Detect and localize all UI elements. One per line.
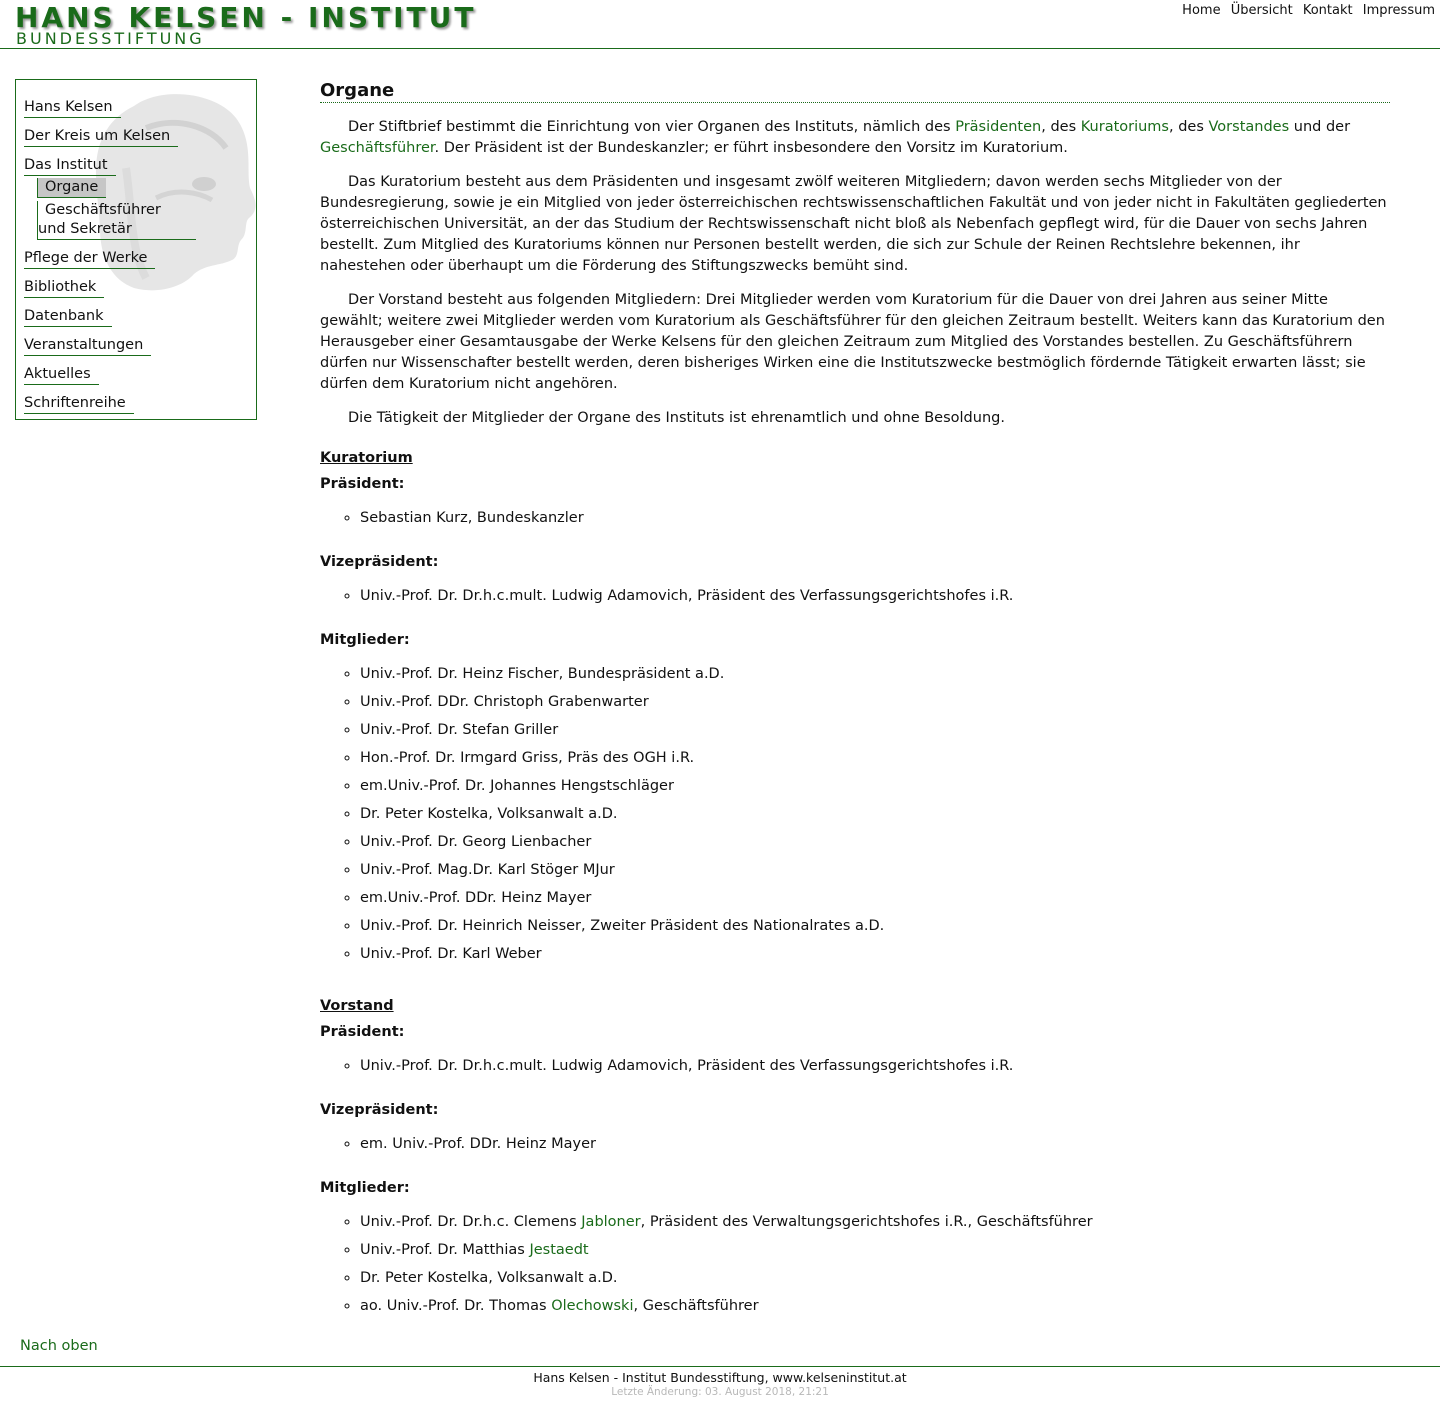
site-logo-title[interactable]: HANS KELSEN - INSTITUT: [15, 1, 477, 34]
site-logo-subtitle: BUNDESSTIFTUNG: [16, 29, 205, 48]
list-item: [360, 1208, 1390, 1236]
kuratoriums-link[interactable]: Kuratoriums: [1080, 119, 1169, 135]
vorstand-members-list: [320, 1208, 1390, 1320]
list-item: ◦ Univ.-Prof. Dr. Karl Weber: [360, 940, 1390, 968]
jabloner-link[interactable]: Jabloner: [581, 1214, 641, 1230]
vorstand-president-label: Präsident:: [320, 1024, 405, 1040]
vorstand-president-list: [320, 1052, 1390, 1080]
nav-imprint-link[interactable]: Impressum: [1362, 3, 1435, 18]
kuratorium-vice-list: [320, 582, 1390, 610]
member-text: ao. Univ.-Prof. Dr. Thomas: [360, 1298, 552, 1314]
kuratorium-president-list: [320, 504, 1390, 532]
page-title: Organe: [320, 80, 1390, 103]
kuratorium-heading: Kuratorium: [320, 450, 413, 466]
vorstand-vice-list: [320, 1130, 1390, 1158]
olechowski-link[interactable]: Olechowski: [551, 1298, 634, 1314]
top-navigation: [1176, 3, 1435, 18]
intro-text-5: . Der Präsident ist der Bundeskanzler; er führt insbesondere den Vorsitz im Kuratorium.: [434, 140, 1068, 156]
sidebar: [15, 79, 257, 420]
nav-contact-link[interactable]: Kontakt: [1302, 3, 1353, 18]
list-item: ◦ Univ.-Prof. Dr. Dr.h.c.mult. Ludwig Adamovich, Präsident des Verfassungsgerichtshofes i.R.: [360, 1052, 1390, 1080]
sidebar-item-bibliothek[interactable]: Bibliothek: [24, 278, 104, 298]
kuratorium-paragraph: Das Kuratorium besteht aus dem Präsidenten und insgesamt zwölf weiteren Mitgliedern; davon werden sechs Mitglieder von der Bundesregierung, sowie je ein Mitglied von jeder österreichischen rechtswissenschaftlichen Fakultät und von jeder nicht in Fakultäten gegliederten österreichischen Universität, an der das Studium der Rechtswissenschaft nicht bloß als Nebenfach gepflegt wird, für die Dauer von sechs Jahren bestellt. Zum Mitglied des Kuratoriums können nur Personen bestellt werden, die sich zur Schule der Reinen Rechtslehre bekennen, ihr nahestehen oder überhaupt um die Förderung des Stiftungszwecks bemüht sind.: [320, 174, 1387, 274]
list-item: ◦ Univ.-Prof. DDr. Christoph Grabenwarter: [360, 688, 1390, 716]
member-text: Univ.-Prof. Dr. Dr.h.c. Clemens: [360, 1214, 582, 1230]
main-content: [320, 80, 1390, 1342]
nav-home-link[interactable]: Home: [1182, 3, 1221, 18]
list-item: ◦ Dr. Peter Kostelka, Volksanwalt a.D.: [360, 800, 1390, 828]
list-item: ◦ Univ.-Prof. Dr. Heinz Fischer, Bundespräsident a.D.: [360, 660, 1390, 688]
sidebar-item-hans-kelsen[interactable]: Hans Kelsen: [24, 98, 121, 118]
vorstand-paragraph: Der Vorstand besteht aus folgenden Mitgliedern: Drei Mitglieder werden vom Kuratorium für die Dauer von drei Jahren aus seiner Mitte gewählt; weitere zwei Mitglieder werden vom Kuratorium als Geschäftsführer für den gleichen Zeitraum bestellt. Weiters kann das Kuratorium den Herausgeber einer Gesamtausgabe der Werke Kelsens für den gleichen Zeitraum zum Mitglied des Vorstandes bestellen. Zu Geschäftsführern dürfen nur Wissenschafter bestellt werden, deren bisheriges Wirken eine die Institutszwecke bestmöglich fördernde Tätigkeit erwarten lässt; sie dürfen dem Kuratorium nicht angehören.: [320, 292, 1385, 392]
sidebar-item-schriftenreihe[interactable]: Schriftenreihe: [24, 394, 134, 414]
list-item: ◦ Hon.-Prof. Dr. Irmgard Griss, Präs des OGH i.R.: [360, 744, 1390, 772]
kuratorium-members-label: Mitglieder:: [320, 632, 410, 648]
member-text: Univ.-Prof. Dr. Matthias: [360, 1242, 530, 1258]
list-item: ◦ Univ.-Prof. Dr. Stefan Griller: [360, 716, 1390, 744]
list-item: ◦ Univ.-Prof. Dr. Georg Lienbacher: [360, 828, 1390, 856]
kuratorium-president-label: Präsident:: [320, 476, 405, 492]
taetigkeit-paragraph: Die Tätigkeit der Mitglieder der Organe des Instituts ist ehrenamtlich und ohne Besoldung.: [348, 410, 1005, 426]
sidebar-item-datenbank[interactable]: Datenbank: [24, 307, 112, 327]
footer-last-updated: Letzte Änderung: 03. August 2018, 21:21: [611, 1386, 829, 1398]
vorstand-heading: Vorstand: [320, 998, 394, 1014]
list-item: ◦ Sebastian Kurz, Bundeskanzler: [360, 504, 1390, 532]
list-item: ◦ Univ.-Prof. Dr. Dr.h.c.mult. Ludwig Adamovich, Präsident des Verfassungsgerichtshofes i.R.: [360, 582, 1390, 610]
list-item: ◦ em.Univ.-Prof. Dr. Johannes Hengstschläger: [360, 772, 1390, 800]
praesidenten-link[interactable]: Präsidenten: [955, 119, 1042, 135]
member-text: , Geschäftsführer: [633, 1298, 759, 1314]
intro-text-4: und der: [1289, 119, 1351, 135]
geschaeftsfuehrer-link[interactable]: Geschäftsführer: [320, 140, 435, 156]
intro-paragraph: [320, 117, 1390, 159]
intro-text-1: Der Stiftbrief bestimmt die Einrichtung von vier Organen des Instituts, nämlich des: [348, 119, 956, 135]
sidebar-submenu-institut: [37, 178, 249, 240]
sidebar-menu: [24, 98, 249, 420]
intro-text-3: , des: [1169, 119, 1209, 135]
list-item: [360, 1264, 1390, 1292]
member-text: Dr. Peter Kostelka, Volksanwalt a.D.: [360, 1270, 618, 1286]
kuratorium-members-list: [320, 660, 1390, 968]
sidebar-item-kreis-um-kelsen[interactable]: Der Kreis um Kelsen: [24, 127, 178, 147]
list-item: ◦ em.Univ.-Prof. DDr. Heinz Mayer: [360, 884, 1390, 912]
jestaedt-link[interactable]: Jestaedt: [529, 1242, 589, 1258]
sidebar-subitem-organe[interactable]: Organe: [37, 178, 106, 198]
sidebar-subitem-geschaeftsfuehrer[interactable]: Geschäftsführer und Sekretär: [37, 201, 196, 240]
list-item: ◦ em. Univ.-Prof. DDr. Heinz Mayer: [360, 1130, 1390, 1158]
nav-overview-link[interactable]: Übersicht: [1230, 3, 1293, 18]
vorstandes-link[interactable]: Vorstandes: [1208, 119, 1290, 135]
member-text: , Präsident des Verwaltungsgerichtshofes i.R., Geschäftsführer: [640, 1214, 1093, 1230]
sidebar-item-das-institut[interactable]: Das Institut: [24, 156, 116, 176]
list-item: [360, 1236, 1390, 1264]
sidebar-item-pflege-der-werke[interactable]: Pflege der Werke: [24, 249, 155, 269]
list-item: ◦ Univ.-Prof. Mag.Dr. Karl Stöger MJur: [360, 856, 1390, 884]
list-item: ◦ Univ.-Prof. Dr. Heinrich Neisser, Zweiter Präsident des Nationalrates a.D.: [360, 912, 1390, 940]
intro-text-2: , des: [1041, 119, 1081, 135]
site-header: [0, 0, 1440, 49]
site-footer: [0, 1366, 1440, 1398]
footer-site-line: Hans Kelsen - Institut Bundesstiftung, www.kelseninstitut.at: [533, 1370, 907, 1385]
back-to-top-link[interactable]: Nach oben: [20, 1338, 98, 1354]
list-item: [360, 1292, 1390, 1320]
sidebar-item-aktuelles[interactable]: Aktuelles: [24, 365, 99, 385]
vorstand-vice-label: Vizepräsident:: [320, 1102, 439, 1118]
kuratorium-vice-label: Vizepräsident:: [320, 554, 439, 570]
sidebar-item-veranstaltungen[interactable]: Veranstaltungen: [24, 336, 151, 356]
vorstand-members-label: Mitglieder:: [320, 1180, 410, 1196]
